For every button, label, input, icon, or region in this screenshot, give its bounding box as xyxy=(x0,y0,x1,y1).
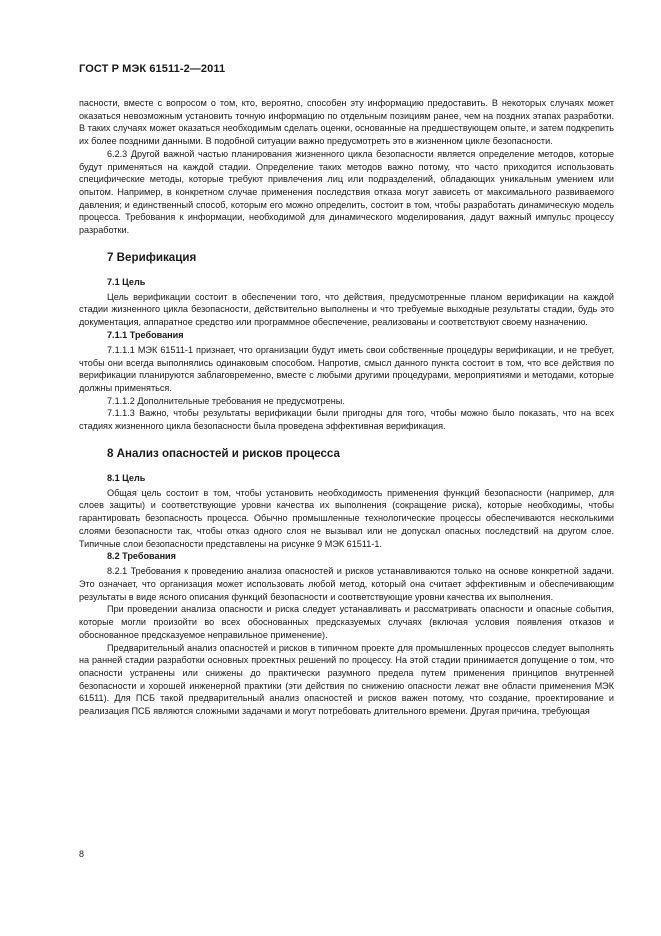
page-body xyxy=(79,97,614,718)
paragraph-7-1-1-1: 7.1.1.1 МЭК 61511-1 признает, что организации будут иметь свои собственные процедуры верификации, и не требует, чтобы они всегда выполнялись одинаковым способом. Напротив, смысл данного пункта состоит в том, что все действия по верификации планируются заблаговременно, вместе с любыми другими процедурами, мероприятиями и методами, которые должны применяться. xyxy=(79,344,614,393)
paragraph-8-2-3: Предварительный анализ опасностей и рисков в типичном проекте для промышленных процессов следует выполнять на ранней стадии разработки основных проектных решений по процессу. На этой стадии принимается допущение о том, что опасности устранены или снижены до практически разумного предела путем применения принципов внутренней безопасности и хорошей инженерной практики (эти действия по снижению опасности лежат вне области применения МЭК 61511). Для ПСБ такой предварительный анализ опасностей и рисков важен потому, что создание, проектирование и реализация ПСБ являются сложными задачами и могут потребовать длительного времени. Другая причина, требующая xyxy=(79,642,614,717)
paragraph-7-1-1-3: 7.1.1.3 Важно, чтобы результаты верификации были пригодны для того, чтобы можно было показать, что на всех стадиях жизненного цикла безопасности была проведена эффективная верификация. xyxy=(79,408,614,432)
paragraph-8-2-1: 8.2.1 Требования к проведению анализа опасностей и рисков устанавливаются только на основе конкретной задачи. Это означает, что организация может использовать любой метод, который она считает эффективным и обеспечивающим результаты в виде ясного описания функций безопасности и соответствующие уровни качества их выполнения. xyxy=(79,566,614,602)
paragraph-6-2-3: 6.2.3 Другой важной частью планирования жизненного цикла безопасности является определение методов, которые будут применяться на каждой стадии. Определение таких методов важно потому, что часто приходится использовать специфические методы, которые требуют привлечения лиц или подразделений, обладающих уникальным умением или опытом. Например, в конкретном случае применения последствия отказа могут зависеть от максимального развиваемого давления; и единственный способ, которым его можно определить, состоит в том, чтобы разработать динамическую модель процесса. Требования к информации, необходимой для динамического моделирования, дадут важный импульс процессу разработки. xyxy=(79,148,614,236)
paragraph-8-2-2: При проведении анализа опасности и риска следует устанавливать и рассматривать опасности и опасные события, которые могли произойти во всех обоснованных предсказуемых случаях (включая условия появления отказов и обоснованное предсказуемое неправильное применение). xyxy=(79,604,614,640)
section-7-heading: 7 Верификация xyxy=(107,250,197,264)
paragraph-8-1: Общая цель состоит в том, чтобы установить необходимость применения функций безопасности (например, для слоев защиты) и соответствующие уровни качества их выполнения (сокращение риска), которые необходимы, чтобы гарантировать безопасность процесса. Обычно промышленные технологические процессы обеспечиваются несколькими слоями безопасности так, чтобы отказ одного слоя не вызывал или не допускал опасных последствий на другом слое. Типичные слои безопасности представлены на рисунке 9 МЭК 61511-1. xyxy=(79,487,614,549)
section-7-1-heading: 7.1 Цель xyxy=(107,276,146,287)
section-7-1-1-heading: 7.1.1 Требования xyxy=(107,329,184,340)
paragraph-continuation: пасности, вместе с вопросом о том, кто, вероятно, способен эту информацию предоставить. В некоторых случаях может оказаться невозможным установить точную информацию по отдельным позициям ранее, чем на поздних этапах разработки. В таких случаях может оказаться необходимым сделать оценки, основанные на предшествующем опыте, и затем подкрепить их более поздними данными. В подобной ситуации важно предусмотреть это в жизненном цикле безопасности. xyxy=(79,98,614,147)
paragraph-7-1: Цель верификации состоит в обеспечении того, что действия, предусмотренные планом верификации на каждой стадии жизненного цикла безопасности, действительно выполнены и что требуемые выходные результаты стадии, будь это документация, аппаратное средство или программное обеспечение, реализованы и соответствуют своему назначению. xyxy=(79,291,614,328)
section-8-1-heading: 8.1 Цель xyxy=(107,472,146,483)
section-8-2-heading: 8.2 Требования xyxy=(107,551,176,562)
document-header: ГОСТ Р МЭК 61511-2—2011 xyxy=(79,63,226,75)
page-number: 8 xyxy=(79,849,85,859)
paragraph-7-1-1-2: 7.1.1.2 Дополнительные требования не предусмотрены. xyxy=(107,395,345,406)
section-8-heading: 8 Анализ опасностей и рисков процесса xyxy=(107,446,340,460)
